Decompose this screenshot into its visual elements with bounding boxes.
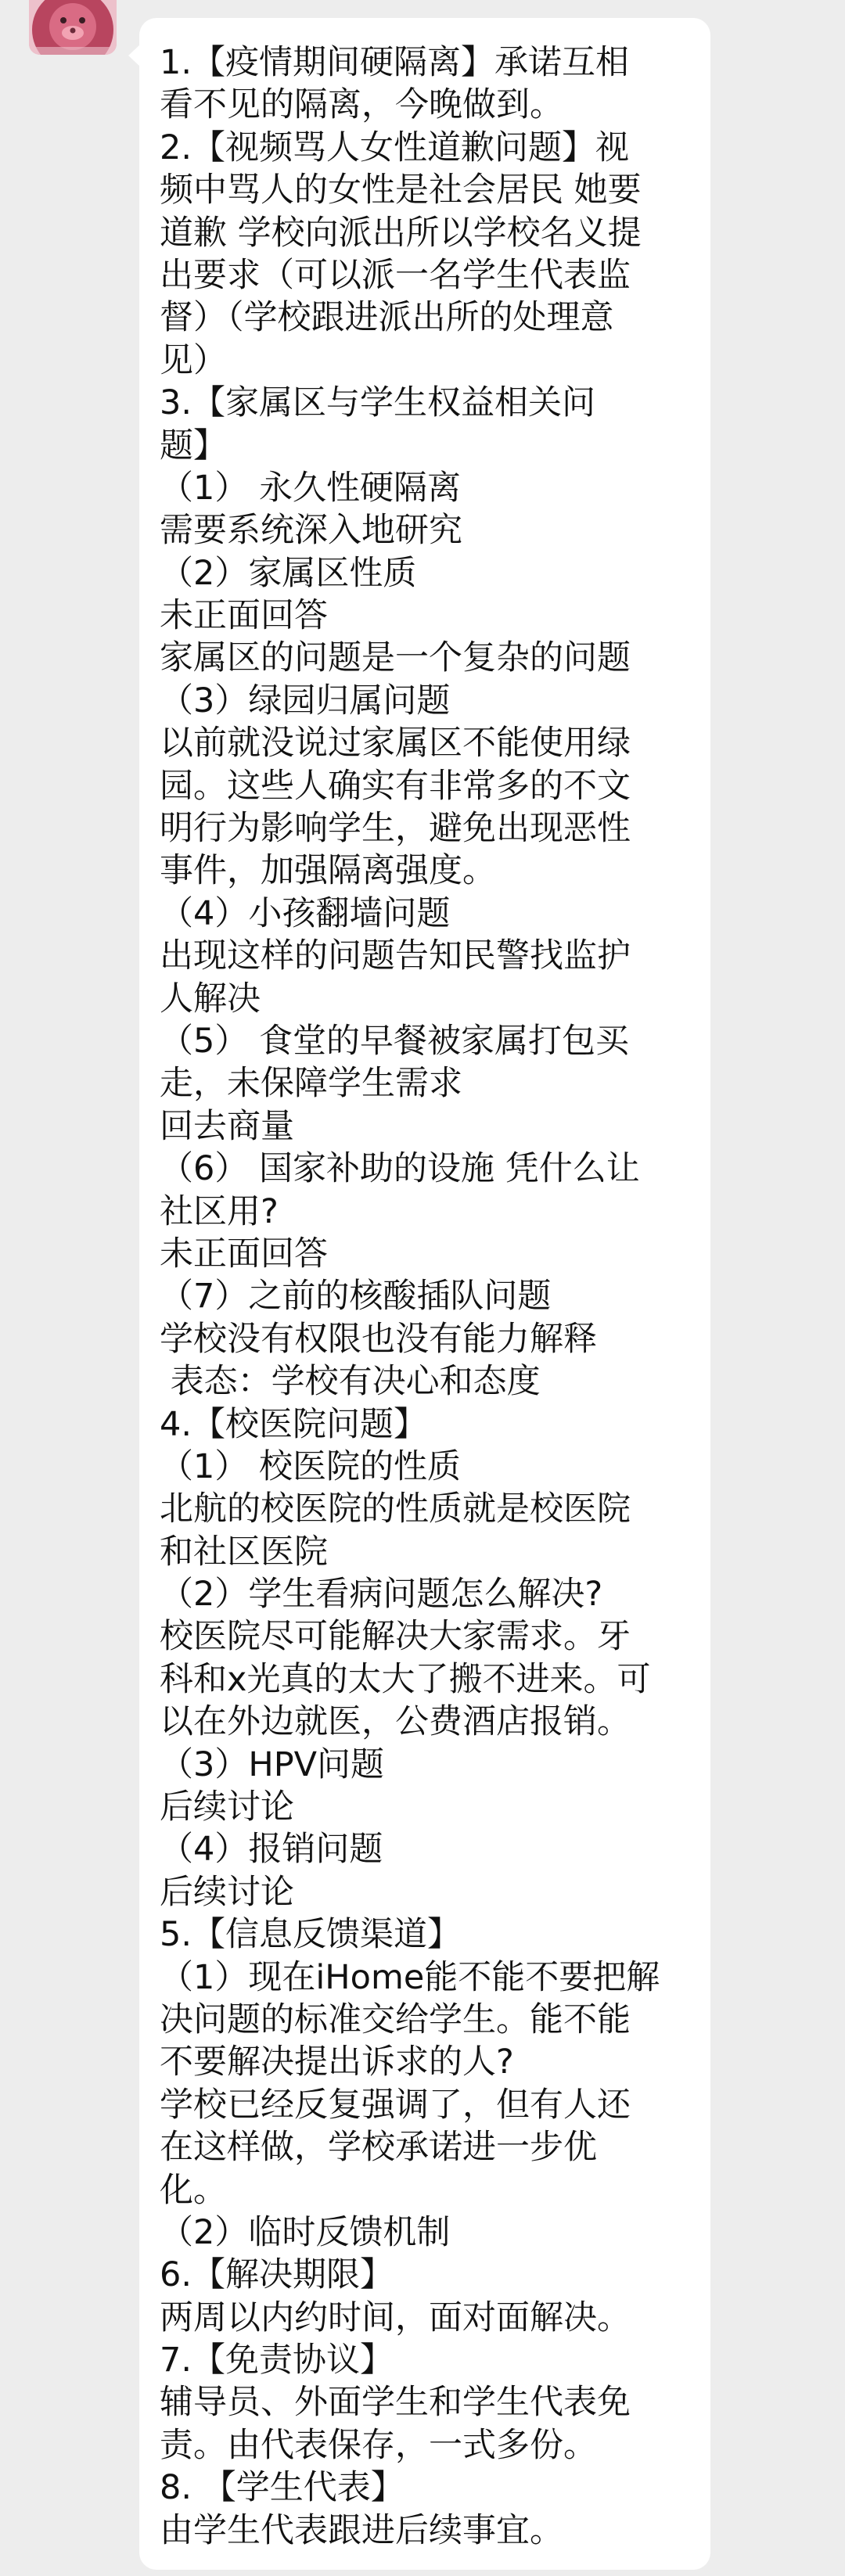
message-line: （1）现在iHome能不能不要把解 <box>160 1957 660 1997</box>
message-line: 北航的校医院的性质就是校医院 <box>160 1489 631 1529</box>
message-line: 表态：学校有决心和态度 <box>160 1362 541 1402</box>
message-line: 看不见的隔离，今晚做到。 <box>160 85 563 125</box>
message-line: 2.【视频骂人女性道歉问题】视 <box>160 128 630 167</box>
message-line: 题】 <box>160 426 227 465</box>
message-line: 1.【疫情期间硬隔离】承诺互相 <box>160 43 630 82</box>
message-line: 见） <box>160 340 227 380</box>
message-line: （1） 校医院的性质 <box>160 1446 462 1486</box>
message-line: 事件，加强隔离强度。 <box>160 851 496 891</box>
message-line: （4）报销问题 <box>160 1830 383 1870</box>
message-line: 社区用? <box>160 1191 279 1231</box>
message-line: （3）HPV问题 <box>160 1744 385 1784</box>
message-line: 需要系统深入地研究 <box>160 511 462 551</box>
message-line: 由学生代表跟进后续事宜。 <box>160 2510 563 2550</box>
message-line: 3.【家属区与学生权益相关问 <box>160 383 596 423</box>
message-line: （2）临时反馈机制 <box>160 2212 451 2252</box>
message-line: （2）家属区性质 <box>160 553 417 593</box>
message-line: 7.【免责协议】 <box>160 2341 394 2380</box>
message-line: 6.【解决期限】 <box>160 2255 394 2295</box>
message-line: 走，未保障学生需求 <box>160 1064 462 1104</box>
message-line: （5） 食堂的早餐被家属打包买 <box>160 1021 630 1061</box>
message-line: （6） 国家补助的设施 凭什么让 <box>160 1149 640 1189</box>
message-line: 学校已经反复强调了，但有人还 <box>160 2085 631 2125</box>
sender-avatar[interactable] <box>29 0 117 55</box>
message-line: 决问题的标准交给学生。能不能 <box>160 1999 631 2039</box>
message-line: 园。这些人确实有非常多的不文 <box>160 766 631 806</box>
message-text <box>160 41 707 2552</box>
message-line: （3）绿园归属问题 <box>160 681 451 720</box>
message-line: 4.【校医院问题】 <box>160 1404 428 1444</box>
message-line: 和社区医院 <box>160 1532 328 1572</box>
message-line: 频中骂人的女性是社会居民 她要 <box>160 171 642 210</box>
message-line: （1） 永久性硬隔离 <box>160 468 462 508</box>
message-line: 辅导员、外面学生和学生代表免 <box>160 2383 631 2423</box>
message-line: 科和x光真的太大了搬不进来。可 <box>160 1659 651 1699</box>
message-line: 未正面回答 <box>160 1234 328 1274</box>
message-line: 督）（学校跟进派出所的处理意 <box>160 298 614 338</box>
message-line: （2）学生看病问题怎么解决? <box>160 1575 603 1615</box>
message-line: 以前就没说过家属区不能使用绿 <box>160 724 631 763</box>
message-line: 责。由代表保存，一式多份。 <box>160 2425 597 2465</box>
message-line: 校医院尽可能解决大家需求。牙 <box>160 1617 631 1657</box>
message-line: 回去商量 <box>160 1106 294 1146</box>
message-bubble[interactable] <box>139 18 710 2570</box>
message-line: 以在外边就医，公费酒店报销。 <box>160 1702 631 1742</box>
message-line: 不要解决提出诉求的人? <box>160 2042 514 2082</box>
message-line: 未正面回答 <box>160 596 328 636</box>
message-line: 5.【信息反馈渠道】 <box>160 1915 462 1955</box>
message-line: 家属区的问题是一个复杂的问题 <box>160 638 631 678</box>
message-line: 学校没有权限也没有能力解释 <box>160 1319 597 1359</box>
message-line: 两周以内约时间，面对面解决。 <box>160 2298 631 2337</box>
bear-avatar-icon <box>29 0 117 55</box>
message-line: 出要求（可以派一名学生代表监 <box>160 255 631 295</box>
message-line: 明行为影响学生，避免出现恶性 <box>160 809 631 849</box>
message-line: 8. 【学生代表】 <box>160 2468 405 2508</box>
message-line: 在这样做，学校承诺进一步优 <box>160 2128 597 2168</box>
message-line: 道歉 学校向派出所以学校名义提 <box>160 213 642 253</box>
message-line: 人解决 <box>160 979 261 1019</box>
message-line: （4）小孩翻墙问题 <box>160 893 451 933</box>
message-line: 后续讨论 <box>160 1872 294 1912</box>
message-line: （7）之前的核酸插队问题 <box>160 1277 552 1317</box>
message-line: 出现这样的问题告知民警找监护 <box>160 936 631 976</box>
message-line: 化。 <box>160 2170 227 2210</box>
message-line: 后续讨论 <box>160 1787 294 1827</box>
